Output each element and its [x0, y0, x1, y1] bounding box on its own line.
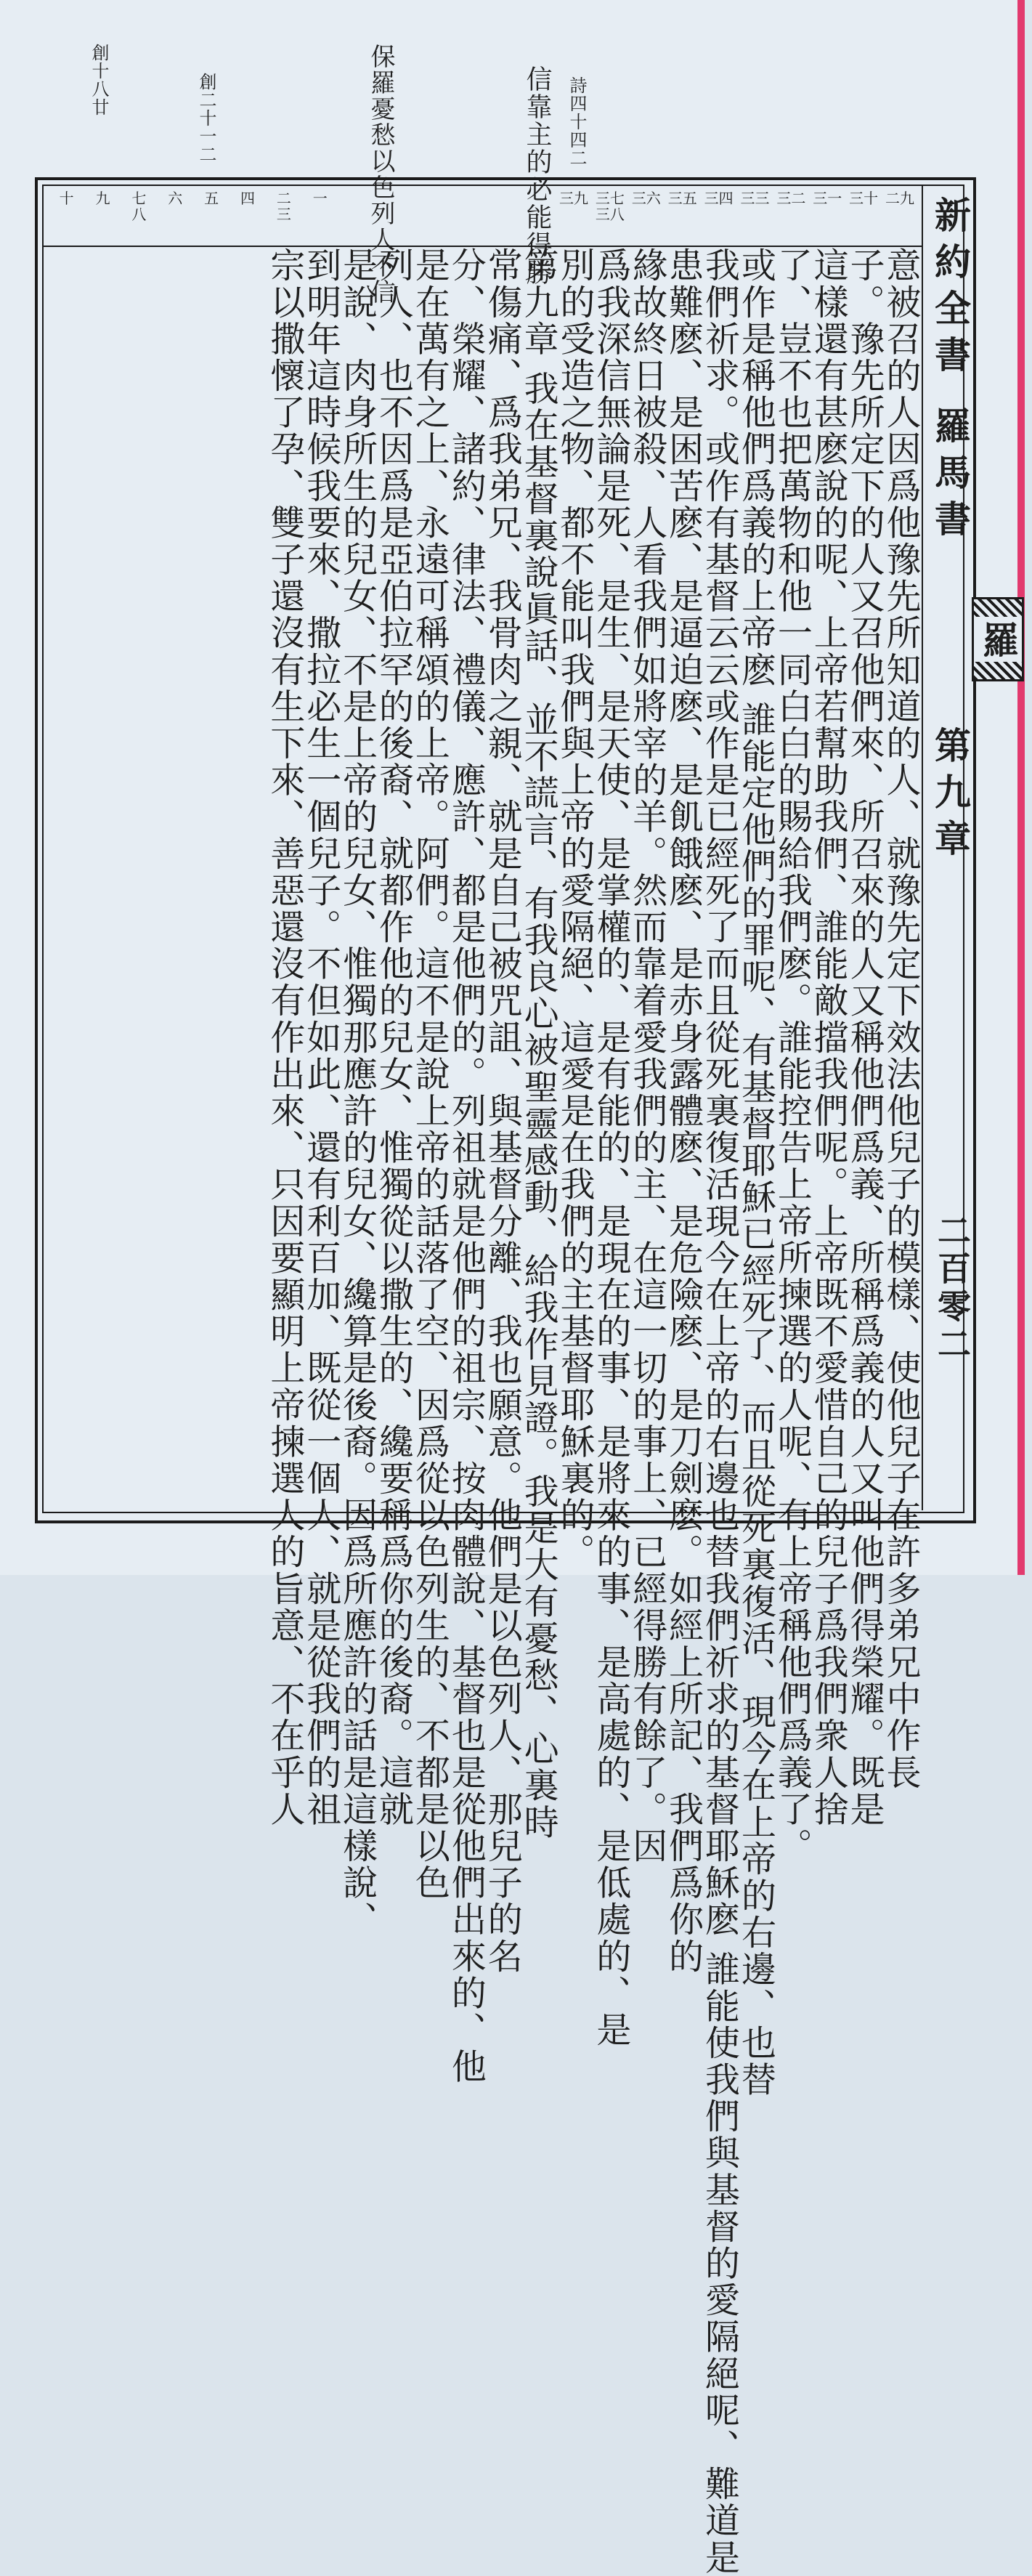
text-column: 爲我深信無論是死、是生、是天使、是掌權的、是有能的、是現在的事、是將來的事、是高處的、是低處的、是: [590, 247, 631, 2049]
text-column: 列人、也不因爲是亞伯拉罕的後裔、就都作他的兒女、惟獨從以撒生的、纔要稱爲你的後裔。這就: [373, 247, 414, 1828]
verse-number: 三五: [667, 190, 697, 207]
verse-number: 三三: [740, 190, 770, 207]
text-column: 這樣還有甚麽說的呢、上帝若幫助我們、誰能敵擋我們呢。上帝既不愛惜自己的兒子爲我們衆人捨: [808, 247, 849, 1828]
verse-number: 七 八: [131, 190, 147, 223]
verse-number: [375, 190, 411, 241]
margin-note-1: 信靠主的必能得勝: [522, 65, 552, 286]
verse-number: 一: [312, 190, 328, 207]
scripture-text-columns: [48, 247, 921, 2576]
text-column: 分、榮耀、諸約、律法、禮儀、應許、都是他們的。列祖就是他們的祖宗、按肉體說、基督也是從他們出來的、他: [445, 247, 487, 2085]
verse-number: 九: [95, 190, 110, 207]
page-number: 二百零二: [933, 1213, 972, 1364]
verse-number: 六: [168, 190, 183, 207]
text-column: 第九章 我在基督裏說眞話、並不謊言、有我良心被聖靈感動、給我作見證。我是大有憂愁、心裏時: [518, 247, 559, 1841]
verse-number: 三一: [813, 190, 842, 207]
bleed-through-text: [153, 0, 177, 160]
verse-number: 五: [204, 190, 219, 207]
text-column: 宗以撒懷了孕、雙子還沒有生下來、善惡還沒有作出來、只因要顯明上帝揀選人的旨意、不在乎人: [264, 247, 305, 1828]
verse-number: [411, 190, 447, 241]
text-column: 患難麽、是困苦麽、是逼迫麽、是飢餓麽、是赤身露體麽、是危險麽、是刀劍麽。如經上所記、我們爲你的: [662, 247, 704, 1975]
text-column: 了、豈不也把萬物和他一同白白的賜給我們麽。誰能控告上帝所揀選的人呢、有上帝稱他們爲義了。: [771, 247, 813, 1865]
book-tab: [972, 597, 1024, 681]
book-title: 新約全書: [929, 196, 972, 382]
book-tab-label: 羅: [974, 617, 1022, 662]
verse-number: 十: [59, 190, 74, 207]
verse-number-row: [48, 190, 918, 241]
chapter-heading: 第九章: [929, 726, 972, 866]
verse-number: [338, 190, 375, 241]
text-column: 我們祈求。或作有基督云云或作是已經死了而且從死裏復活現今在上帝的右邊也替我們祈求的基督耶穌麽 誰能使我們與基督的愛隔絕呢、難道是: [699, 247, 740, 2576]
verse-number: 三七 三八: [595, 190, 625, 223]
verse-number: 三四: [704, 190, 734, 207]
text-column: 或作是稱他們爲義的上帝麽 誰能定他們的罪呢、有基督耶穌已經死了、而且從死裏復活、現今在上帝的右邊、也替: [735, 247, 776, 2098]
text-column: 子。豫先所定下的人又召他們來、所召來的人又稱他們爲義、所稱爲義的人又叫他們得榮耀。既是: [844, 247, 885, 1828]
margin-ref-3: 創二十一二: [196, 73, 216, 163]
text-column: 常傷痛、爲我弟兄、我骨肉之親、就是自己被咒詛、與基督分離、我也願意。他們是以色列人、那兒子的名: [482, 247, 523, 1975]
text-column: 是說、肉身所生的兒女、不是上帝的兒女、惟獨那應許的兒女、纔算是後裔。因爲所應許的話是這樣說、: [336, 247, 378, 1938]
book-name: 羅馬書: [929, 407, 972, 546]
verse-number: 二 三: [276, 190, 291, 223]
verse-number: [447, 190, 483, 241]
verse-number: 四: [240, 190, 256, 207]
margin-ref-4: 創十八廿: [89, 44, 109, 116]
verse-number: [519, 190, 556, 241]
text-column: 到明年這時候我要來、撒拉必生一個兒子。不但如此、還有利百加、既從一個人、就是從我們的祖: [300, 247, 341, 1828]
verse-number: 二九: [885, 190, 915, 207]
verse-number: 三二: [776, 190, 806, 207]
text-column: 是在萬有之上、永遠可稱頌的上帝。阿們。這不是說上帝的話落了空、因爲從以色列生的、不都是以色: [409, 247, 450, 1901]
verse-number: 三十: [849, 190, 879, 207]
verse-number: 三六: [631, 190, 661, 207]
margin-note-2: 保羅憂愁以色列人不信: [366, 44, 395, 305]
text-column: 意被召的人因爲他豫先所知道的人、就豫先定下效法他兒子的模樣、使他兒子在許多弟兄中作長: [880, 247, 921, 1791]
text-column: 緣故終日被殺、人看我們如將宰的羊。然而靠着愛我們的主、在這一切的事上、已經得勝有餘了。因: [626, 247, 667, 1865]
margin-ref-1: 詩四十四二: [566, 76, 587, 167]
verse-number: 三九: [559, 190, 589, 207]
text-column: 別的受造之物、都不能叫我們與上帝的愛隔絕、這愛是在我們的主基督耶穌裏的。: [553, 247, 595, 1571]
page-edge: [1017, 0, 1025, 1575]
verse-number: [483, 190, 519, 241]
header-divider: [922, 185, 923, 1510]
